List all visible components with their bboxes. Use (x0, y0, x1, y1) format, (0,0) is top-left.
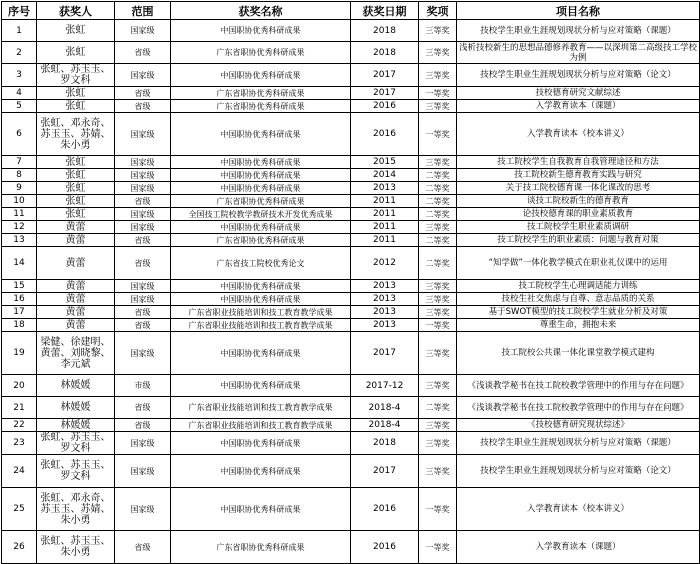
cell-no: 25 (2, 488, 37, 531)
cell-no: 1 (2, 20, 37, 42)
cell-prize: 二等奖 (419, 247, 457, 280)
cell-project: 技工院校公共课一体化课堂教学模式建构 (457, 332, 700, 375)
cell-person: 张虹、苏玉玉、罗文科 (37, 64, 115, 87)
cell-prize: 三等奖 (419, 100, 457, 113)
cell-date: 2011 (351, 208, 419, 221)
cell-date: 2017 (351, 332, 419, 375)
cell-no: 26 (2, 531, 37, 564)
cell-award: 中国职协优秀科研成果 (171, 375, 351, 397)
cell-date: 2018 (351, 432, 419, 455)
cell-date: 2017 (351, 87, 419, 100)
table-row (2, 247, 700, 280)
cell-no: 5 (2, 100, 37, 113)
cell-date: 2018-4 (351, 397, 419, 419)
cell-person: 张虹 (37, 156, 115, 169)
table-row (2, 280, 700, 293)
cell-project: 谈技工院校新生的德育教育 (457, 195, 700, 208)
cell-date: 2014 (351, 169, 419, 182)
cell-person: 张虹 (37, 20, 115, 42)
table-row (2, 20, 700, 42)
cell-project: 基于SWOT模型的技工院校学生就业分析及对策 (457, 306, 700, 319)
cell-person: 张虹 (37, 87, 115, 100)
cell-person: 黄蕾 (37, 234, 115, 247)
cell-project: 入学教育读本（课题） (457, 100, 700, 113)
table-row (2, 455, 700, 488)
table-row (2, 531, 700, 564)
cell-no: 14 (2, 247, 37, 280)
cell-no: 6 (2, 113, 37, 156)
cell-award: 中国职协优秀科研成果 (171, 432, 351, 455)
cell-prize: 三等奖 (419, 280, 457, 293)
cell-person: 张虹 (37, 100, 115, 113)
cell-scope: 省级 (115, 195, 171, 208)
cell-project: 尊重生命，拥抱未来 (457, 319, 700, 332)
cell-project: 《浅谈教学秘书在技工院校教学管理中的作用与存在问题》 (457, 397, 700, 419)
cell-date: 2017 (351, 64, 419, 87)
cell-award: 广东省职协优秀科研成果 (171, 195, 351, 208)
cell-scope: 省级 (115, 247, 171, 280)
cell-date: 2013 (351, 319, 419, 332)
table-row (2, 156, 700, 169)
table-row (2, 113, 700, 156)
cell-person: 林媛媛 (37, 419, 115, 432)
cell-prize: 三等奖 (419, 221, 457, 234)
cell-award: 中国职协优秀科研成果 (171, 20, 351, 42)
cell-date: 2011 (351, 195, 419, 208)
table-row (2, 195, 700, 208)
cell-scope: 国家级 (115, 182, 171, 195)
table-row (2, 419, 700, 432)
table-row (2, 332, 700, 375)
cell-person: 张虹 (37, 208, 115, 221)
table-row (2, 432, 700, 455)
cell-date: 2015 (351, 156, 419, 169)
cell-award: 广东省职协优秀科研成果 (171, 87, 351, 100)
cell-person: 黄蕾 (37, 319, 115, 332)
cell-project: 入学教育读本（课题） (457, 531, 700, 564)
cell-no: 2 (2, 42, 37, 64)
cell-person: 张虹 (37, 195, 115, 208)
cell-scope: 国家级 (115, 113, 171, 156)
cell-award: 中国职协优秀科研成果 (171, 156, 351, 169)
cell-date: 2013 (351, 306, 419, 319)
cell-project: 技校学生职业生涯规划现状分析与应对策略（课题） (457, 20, 700, 42)
table-row (2, 397, 700, 419)
cell-project: 入学教育读本（校本讲义） (457, 488, 700, 531)
cell-date: 2018 (351, 42, 419, 64)
cell-scope: 国家级 (115, 20, 171, 42)
cell-prize: 二等奖 (419, 397, 457, 419)
cell-prize: 二等奖 (419, 182, 457, 195)
cell-award: 中国职协优秀科研成果 (171, 332, 351, 375)
cell-no: 10 (2, 195, 37, 208)
cell-scope: 国家级 (115, 293, 171, 306)
table-row (2, 221, 700, 234)
cell-scope: 省级 (115, 234, 171, 247)
cell-award: 广东省职业技能培训和技工教育教学成果 (171, 397, 351, 419)
cell-project: 技工院校学生的职业素质：问题与教育对策 (457, 234, 700, 247)
cell-no: 9 (2, 182, 37, 195)
awards-table (1, 1, 700, 564)
cell-scope: 国家级 (115, 156, 171, 169)
cell-award: 中国职协优秀科研成果 (171, 488, 351, 531)
cell-award: 广东省技工院校优秀论文 (171, 247, 351, 280)
cell-prize: 三等奖 (419, 432, 457, 455)
cell-scope: 国家级 (115, 432, 171, 455)
cell-date: 2012 (351, 247, 419, 280)
cell-award: 中国职协优秀科研成果 (171, 455, 351, 488)
cell-no: 16 (2, 293, 37, 306)
cell-date: 2018-4 (351, 419, 419, 432)
cell-date: 2013 (351, 293, 419, 306)
cell-project: 技工院校新生德育教育实践与研究 (457, 169, 700, 182)
cell-no: 3 (2, 64, 37, 87)
cell-person: 张虹、苏玉玉、朱小勇 (37, 531, 115, 564)
table-row (2, 100, 700, 113)
header-scope: 范围 (115, 2, 171, 20)
table-row (2, 182, 700, 195)
cell-award: 中国职协优秀科研成果 (171, 280, 351, 293)
cell-project: 浅析技校新生的思想品德修养教育——以深圳第二高级技工学校为例 (457, 42, 700, 64)
cell-prize: 一等奖 (419, 113, 457, 156)
cell-person: 张虹、邓永奇、苏玉玉、苏婧、朱小勇 (37, 113, 115, 156)
table-row (2, 169, 700, 182)
cell-scope: 市级 (115, 375, 171, 397)
header-date: 获奖日期 (351, 2, 419, 20)
table-row (2, 234, 700, 247)
table-row (2, 42, 700, 64)
cell-prize: 三等奖 (419, 375, 457, 397)
table-row (2, 64, 700, 87)
cell-date: 2017 (351, 455, 419, 488)
cell-award: 广东省职协优秀科研成果 (171, 100, 351, 113)
cell-scope: 国家级 (115, 221, 171, 234)
cell-award: 中国职协优秀科研成果 (171, 221, 351, 234)
table-row (2, 87, 700, 100)
cell-project: 关于技工院校德育课一体化课改的思考 (457, 182, 700, 195)
cell-person: 林媛媛 (37, 375, 115, 397)
cell-date: 2018 (351, 20, 419, 42)
cell-project: 入学教育读本（校本讲义） (457, 113, 700, 156)
cell-person: 张虹、邓永奇、苏玉玉、苏婧、朱小勇 (37, 488, 115, 531)
cell-prize: 三等奖 (419, 42, 457, 64)
cell-award: 中国职协优秀科研成果 (171, 182, 351, 195)
cell-prize: 三等奖 (419, 306, 457, 319)
header-award: 获奖名称 (171, 2, 351, 20)
cell-scope: 省级 (115, 42, 171, 64)
cell-date: 2017-12 (351, 375, 419, 397)
cell-scope: 省级 (115, 87, 171, 100)
cell-scope: 省级 (115, 397, 171, 419)
cell-person: 林媛媛 (37, 397, 115, 419)
cell-person: 张虹 (37, 182, 115, 195)
header-person: 获奖人 (37, 2, 115, 20)
cell-no: 15 (2, 280, 37, 293)
cell-prize: 三等奖 (419, 455, 457, 488)
cell-prize: 一等奖 (419, 87, 457, 100)
cell-project: 技校生社交焦虑与自尊、意志品质的关系 (457, 293, 700, 306)
table-row (2, 319, 700, 332)
cell-no: 13 (2, 234, 37, 247)
table-body (2, 20, 700, 564)
cell-person: 梁健、徐建明、黄蕾、刘晓黎、李元斌 (37, 332, 115, 375)
cell-project: 技工院校学生自我教育自我管理途径和方法 (457, 156, 700, 169)
cell-no: 18 (2, 319, 37, 332)
cell-scope: 国家级 (115, 455, 171, 488)
cell-prize: 二等奖 (419, 208, 457, 221)
cell-project: 《浅谈教学秘书在技工院校教学管理中的作用与存在问题》 (457, 375, 700, 397)
cell-no: 7 (2, 156, 37, 169)
cell-prize: 三等奖 (419, 419, 457, 432)
cell-no: 20 (2, 375, 37, 397)
cell-no: 11 (2, 208, 37, 221)
table-row (2, 293, 700, 306)
cell-prize: 三等奖 (419, 293, 457, 306)
cell-date: 2013 (351, 182, 419, 195)
cell-prize: 二等奖 (419, 195, 457, 208)
cell-no: 19 (2, 332, 37, 375)
cell-person: 张虹 (37, 169, 115, 182)
cell-award: 广东省职业技能培训和技工教育教学成果 (171, 419, 351, 432)
cell-award: 广东省职协优秀科研成果 (171, 531, 351, 564)
cell-project: “知学做”一体化教学模式在职业礼仪课中的运用 (457, 247, 700, 280)
cell-no: 12 (2, 221, 37, 234)
cell-no: 4 (2, 87, 37, 100)
cell-person: 黄蕾 (37, 247, 115, 280)
cell-prize: 三等奖 (419, 20, 457, 42)
header-project: 项目名称 (457, 2, 700, 20)
cell-no: 8 (2, 169, 37, 182)
cell-award: 广东省职协优秀科研成果 (171, 42, 351, 64)
cell-person: 张虹、苏玉玉、罗文科 (37, 432, 115, 455)
cell-person: 黄蕾 (37, 280, 115, 293)
cell-scope: 省级 (115, 319, 171, 332)
cell-scope: 省级 (115, 419, 171, 432)
cell-date: 2016 (351, 100, 419, 113)
cell-no: 17 (2, 306, 37, 319)
cell-project: 技校德育研究文献综述 (457, 87, 700, 100)
cell-prize: 三等奖 (419, 332, 457, 375)
cell-scope: 国家级 (115, 64, 171, 87)
cell-project: 论技校德育课的职业素质教育 (457, 208, 700, 221)
cell-prize: 一等奖 (419, 319, 457, 332)
cell-scope: 国家级 (115, 488, 171, 531)
cell-project: 技工院校学生职业素质调研 (457, 221, 700, 234)
cell-project: 技校学生职业生涯规划现状分析与应对策略（论文） (457, 455, 700, 488)
cell-award: 广东省职业技能培训和技工教育教学成果 (171, 306, 351, 319)
cell-scope: 国家级 (115, 208, 171, 221)
header-prize: 奖项 (419, 2, 457, 20)
cell-project: 技校学生职业生涯规划现状分析与应对策略（课题） (457, 432, 700, 455)
cell-person: 张虹、苏玉玉、罗文科 (37, 455, 115, 488)
cell-date: 2016 (351, 488, 419, 531)
cell-scope: 省级 (115, 100, 171, 113)
cell-project: 技校学生职业生涯规划现状分析与应对策略（论文） (457, 64, 700, 87)
cell-prize: 二等奖 (419, 169, 457, 182)
table-row (2, 375, 700, 397)
cell-person: 张虹 (37, 42, 115, 64)
cell-award: 中国职协优秀科研成果 (171, 64, 351, 87)
cell-no: 24 (2, 455, 37, 488)
table-row (2, 208, 700, 221)
cell-prize: 一等奖 (419, 531, 457, 564)
cell-award: 中国职协优秀科研成果 (171, 293, 351, 306)
cell-date: 2016 (351, 113, 419, 156)
cell-award: 中国职协优秀科研成果 (171, 169, 351, 182)
cell-no: 21 (2, 397, 37, 419)
cell-prize: 一等奖 (419, 488, 457, 531)
cell-scope: 省级 (115, 531, 171, 564)
cell-person: 黄蕾 (37, 306, 115, 319)
cell-award: 全国技工院校教学教研技术开发优秀成果 (171, 208, 351, 221)
cell-project: 技工院校学生心理调适能力训练 (457, 280, 700, 293)
cell-scope: 国家级 (115, 169, 171, 182)
table-row (2, 488, 700, 531)
cell-date: 2011 (351, 234, 419, 247)
cell-award: 中国职协优秀科研成果 (171, 113, 351, 156)
cell-award: 广东省职协优秀科研成果 (171, 234, 351, 247)
cell-date: 2013 (351, 280, 419, 293)
table-header-row (2, 2, 700, 20)
cell-prize: 三等奖 (419, 156, 457, 169)
cell-date: 2016 (351, 531, 419, 564)
cell-person: 黄蕾 (37, 293, 115, 306)
cell-prize: 二等奖 (419, 234, 457, 247)
cell-no: 23 (2, 432, 37, 455)
cell-person: 黄蕾 (37, 221, 115, 234)
cell-scope: 国家级 (115, 332, 171, 375)
cell-scope: 国家级 (115, 280, 171, 293)
cell-project: 《技校德育研究现状综述》 (457, 419, 700, 432)
cell-award: 广东省职业技能培训和技工教育教学成果 (171, 319, 351, 332)
cell-no: 22 (2, 419, 37, 432)
header-no: 序号 (2, 2, 37, 20)
cell-prize: 三等奖 (419, 64, 457, 87)
cell-date: 2011 (351, 221, 419, 234)
table-row (2, 306, 700, 319)
cell-scope: 省级 (115, 306, 171, 319)
